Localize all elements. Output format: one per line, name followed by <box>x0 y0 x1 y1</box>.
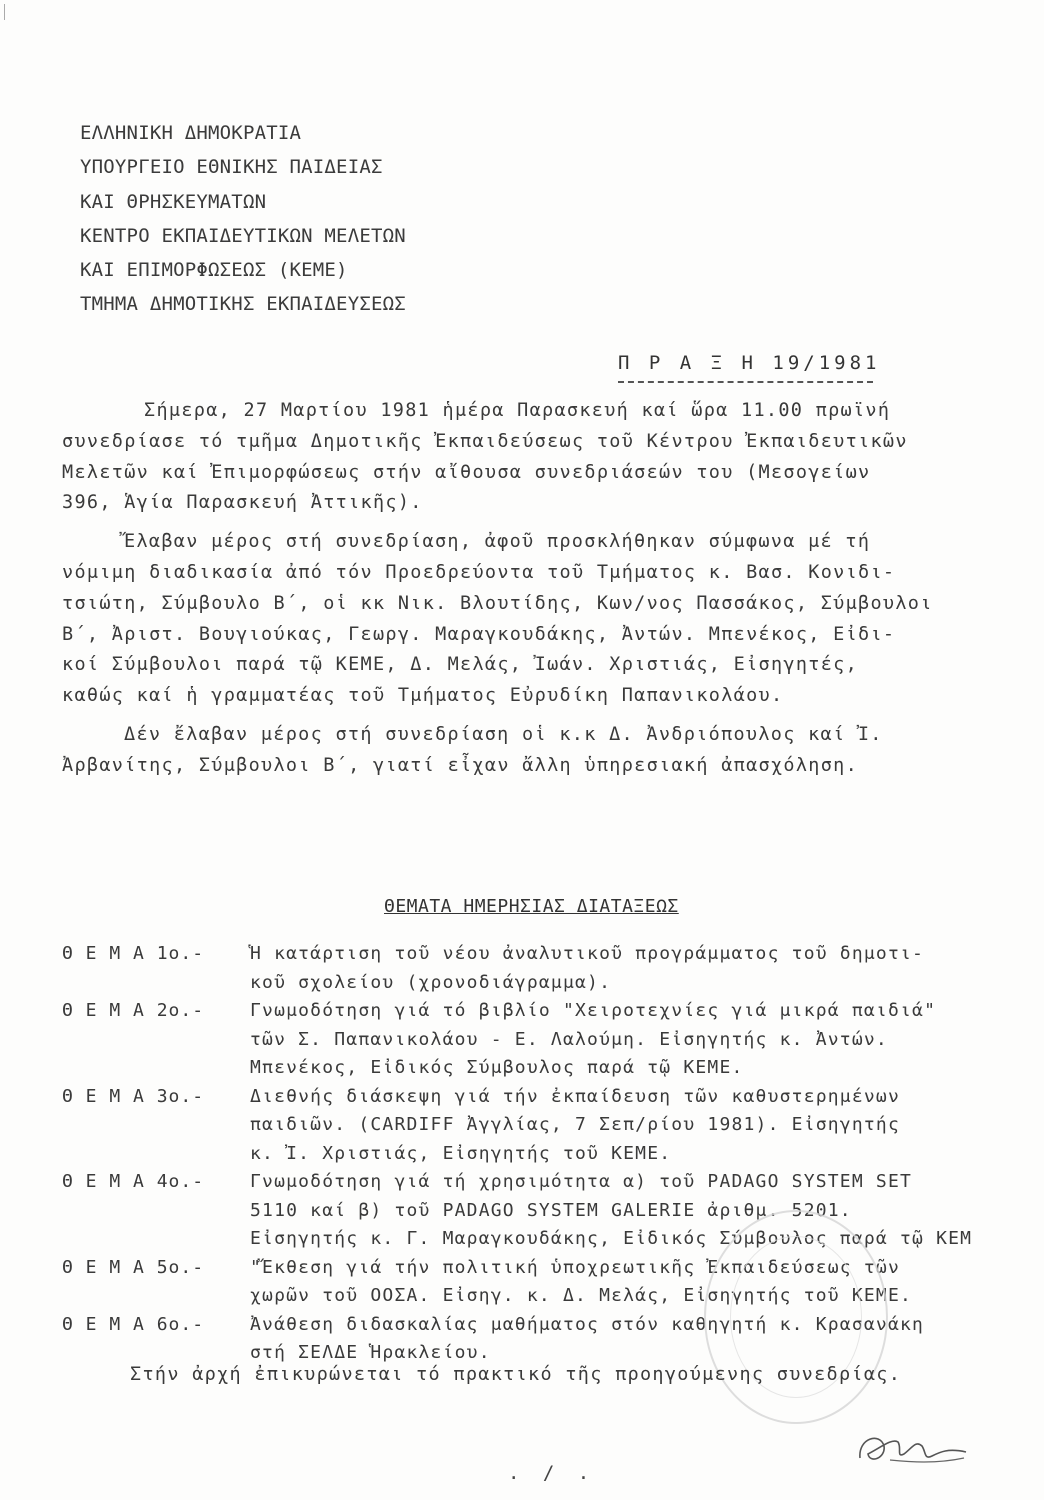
agenda-item <box>62 997 1044 1083</box>
body-line: Β΄, Ἀριστ. Βουγιούκας, Γεωργ. Μαραγκουδάκης, Ἀντών. Μπενέκος, Εἰδι- <box>62 623 896 645</box>
agenda-item-line: Διεθνής διάσκεψη γιά τήν ἐκπαίδευση τῶν καθυστερημένων <box>250 1085 900 1107</box>
agenda-item-line: "Ἔκθεση γιά τήν πολιτική ὑποχρεωτικῆς Ἐκπαιδεύσεως τῶν <box>250 1256 900 1278</box>
agenda-item-line: Γνωμοδότηση γιά τή χρησιμότητα α) τοῦ PADAGO SYSTEM SET <box>250 1171 913 1192</box>
margin-mark <box>4 4 15 20</box>
agenda-item-line: κ. Ἰ. Χριστιάς, Εἰσηγητής τοῦ ΚΕΜΕ. <box>250 1142 672 1164</box>
agenda-item-label: Θ Ε Μ Α 5ο.- <box>62 1256 205 1278</box>
agenda-item-label: Θ Ε Μ Α 4ο.- <box>62 1171 205 1192</box>
agenda-item <box>62 1311 1044 1368</box>
header-line: ΕΛΛΗΝΙΚΗ ΔΗΜΟΚΡΑΤΙΑ <box>80 122 302 144</box>
body-line: Ἔλαβαν μέρος στή συνεδρίαση, ἀφοῦ προσκλήθηκαν σύμφωνα μέ τή <box>124 531 871 553</box>
agenda-item-label: Θ Ε Μ Α 2ο.- <box>62 1000 205 1021</box>
agenda-item <box>62 1254 1044 1311</box>
body-line: 396, Ἁγία Παρασκευή Ἀττικῆς). <box>62 492 423 514</box>
page-continuation-mark: . / . <box>508 1462 596 1484</box>
agenda-item <box>62 1168 1044 1254</box>
agenda-item <box>62 940 1044 997</box>
agenda-item-line: στή ΣΕΛΔΕ Ἡρακλείου. <box>250 1342 491 1363</box>
body-line: νόμιμη διαδικασία ἀπό τόν Προεδρεύοντα τοῦ Τμήματος κ. Βασ. Κονιδι- <box>62 561 896 583</box>
header-line: ΚΑΙ ΘΡΗΣΚΕΥΜΑΤΩΝ <box>80 190 267 213</box>
issuer-header <box>80 116 406 322</box>
body-line: συνεδρίασε τό τμῆμα Δημοτικῆς Ἐκπαιδεύσεως τοῦ Κέντρου Ἐκπαιδευτικῶν <box>62 430 908 452</box>
header-line: ΚΕΝΤΡΟ ΕΚΠΑΙΔΕΥΤΙΚΩΝ ΜΕΛΕΤΩΝ <box>80 224 406 247</box>
agenda-item-line: χωρῶν τοῦ ΟΟΣΑ. Εἰσηγ. κ. Δ. Μελάς, Εἰσηγητής τοῦ ΚΕΜΕ. <box>250 1285 913 1306</box>
body-line: Μελετῶν καί Ἐπιμορφώσεως στήν αἴθουσα συνεδριάσεών του (Μεσογείων <box>62 461 871 483</box>
agenda-item-line: παιδιῶν. (CARDIFF Ἀγγλίας, 7 Σεπ/ρίου 1981). Εἰσηγητής <box>250 1114 900 1135</box>
agenda-heading: ΘΕΜΑΤΑ ΗΜΕΡΗΣΙΑΣ ΔΙΑΤΑΞΕΩΣ <box>384 896 679 917</box>
body-line: Σήμερα, 27 Μαρτίου 1981 ἡμέρα Παρασκευή καί ὥρα 11.00 πρωϊνή <box>144 400 891 421</box>
minutes-body <box>62 396 1044 782</box>
body-line: Ἀρβανίτης, Σύμβουλοι Β΄, γιατί εἶχαν ἄλλη ὑπηρεσιακή ἀπασχόληση. <box>62 754 859 776</box>
agenda-item-label: Θ Ε Μ Α 1ο.- <box>62 943 205 964</box>
body-line: κοί Σύμβουλοι παρά τῷ ΚΕΜΕ, Δ. Μελάς, Ἰωάν. Χριστιάς, Εἰσηγητές, <box>62 654 859 676</box>
agenda-item-line: Ἡ κατάρτιση τοῦ νέου ἀναλυτικοῦ προγράμματος τοῦ δημοτι- <box>250 943 925 964</box>
agenda-item-line: 5110 καί β) τοῦ PADAGO SYSTEM GALERIE ἀριθμ. 5201. <box>250 1199 852 1221</box>
agenda-item-line: Γνωμοδότηση γιά τό βιβλίο "Χειροτεχνίες γιά μικρά παιδιά" <box>250 1000 937 1021</box>
body-line: καθώς καί ἡ γραμματέας τοῦ Τμήματος Εὐρυδίκη Παπανικολάου. <box>62 685 784 707</box>
agenda-item-line: Εἰσηγητής κ. Γ. Μαραγκουδάκης, Εἰδικός Σύμβουλος παρά τῷ ΚΕΜ <box>250 1228 973 1249</box>
agenda-item-label: Θ Ε Μ Α 3ο.- <box>62 1085 205 1107</box>
document-title: Π Ρ Α Ξ Η 19/1981 <box>618 352 881 374</box>
header-line: ΥΠΟΥΡΓΕΙΟ ΕΘΝΙΚΗΣ ΠΑΙΔΕΙΑΣ <box>80 156 383 179</box>
body-line: Δέν ἔλαβαν μέρος στή συνεδρίαση οἱ κ.κ Δ. Ἀνδριόπουλος καί Ἰ. <box>124 723 883 745</box>
agenda-item-line: Μπενέκος, Εἰδικός Σύμβουλος παρά τῷ ΚΕΜΕ. <box>250 1057 744 1078</box>
header-line: ΚΑΙ ΕΠΙΜΟΡΦΩΣΕΩΣ (ΚΕΜΕ) <box>80 259 348 282</box>
agenda-item-line: Ἀνάθεση διδασκαλίας μαθήματος στόν καθηγητή κ. Κρασανάκη <box>250 1313 925 1335</box>
official-seal-icon <box>704 1210 888 1424</box>
header-line: ΤΜΗΜΑ ΔΗΜΟΤΙΚΗΣ ΕΚΠΑΙΔΕΥΣΕΩΣ <box>80 293 406 316</box>
agenda-list <box>62 940 1044 1368</box>
closing-statement: Στήν ἀρχή ἐπικυρώνεται τό πρακτικό τῆς προηγούμενης συνεδρίας. <box>130 1364 902 1385</box>
body-line: τσιώτη, Σύμβουλο Β΄, οἱ κκ Νικ. Βλουτίδης, Κων/νος Πασσάκος, Σύμβουλοι <box>62 592 933 614</box>
agenda-item-line: κοῦ σχολείου (χρονοδιάγραμμα). <box>250 971 612 993</box>
agenda-item-line: τῶν Σ. Παπανικολάου - Ε. Λαλούμη. Εἰσηγητής κ. Ἀντών. <box>250 1028 888 1050</box>
agenda-item <box>62 1083 1044 1169</box>
signature-icon <box>840 1418 980 1478</box>
title-underline <box>618 381 873 383</box>
agenda-item-label: Θ Ε Μ Α 6ο.- <box>62 1313 205 1335</box>
